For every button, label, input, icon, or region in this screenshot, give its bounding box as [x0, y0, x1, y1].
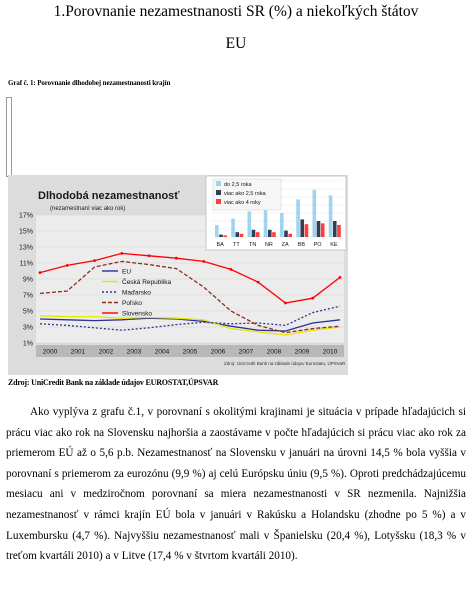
chart-footnote: Zdroj: UniCredit Bank na základe údajov Eurostatu, ÚPSVaR — [224, 361, 346, 366]
inset-bar-chart — [206, 176, 346, 250]
legend-label: EU — [122, 268, 132, 276]
x-tick-label: 2004 — [154, 348, 170, 356]
inset-bar — [240, 234, 244, 237]
legend-label: Maďarsko — [122, 289, 151, 297]
inset-bar — [223, 235, 227, 237]
inset-bar — [256, 232, 260, 237]
inset-bar — [288, 234, 292, 237]
figure-panel — [8, 175, 348, 375]
slovensko-point — [202, 260, 205, 263]
x-tick-label: 2002 — [98, 348, 114, 356]
inset-bar — [337, 225, 341, 237]
y-axis-ticks — [19, 213, 33, 348]
inset-bar — [264, 207, 268, 237]
slovensko-point — [39, 271, 42, 274]
inset-category-label: NR — [264, 242, 273, 248]
inset-legend-swatch — [216, 181, 221, 186]
scroll-marker — [6, 97, 12, 177]
inset-category-label: TT — [233, 242, 240, 248]
inset-bar — [333, 221, 337, 237]
slovensko-point — [230, 268, 233, 271]
inset-bar — [313, 190, 317, 237]
inset-bar — [268, 230, 272, 237]
inset-legend-label: viac ako 2,5 roka — [224, 190, 266, 197]
chart-title: Dlhodobá nezamestnanosť — [38, 190, 180, 202]
legend-label: Poľsko — [122, 300, 142, 307]
inset-bar — [329, 195, 333, 237]
x-tick-label: 2009 — [294, 348, 310, 356]
body-paragraph: Ako vyplýva z grafu č.1, v porovnaní s okolitými krajinami je situácia v prípade hľadajúcich si prácu viac ako rok na Slovensku najhoršia a zaostávame v počte hľadajúcich si prácu viac ako rok za priemerom EÚ až o 5,6 p.b. Nezamestnanosť na Slovensku v januári na úrovni 14,5 % bola vyššia v porovnaní s priemerom za eurozónu (9,9 %) aj celú Európsku úniu (9,5 %). Oproti predchádzajúcemu mesiacu ani v medziročnom porovnaní sa miera nezamestnanosti v SR nezmenila. Najnižšia nezamestnanosť v rámci krajín EÚ bola v januári v Rakúsku a Holandsku (zhodne po 5 %) a v Luxembursku (4,7 %). Najvyššiu nezamestnanosť mali v Španielsku (20,4 %), Lotyšsku (18,3 % v treťom kvartáli 2010) a v Litve (17,4 % v štvrtom kvartáli 2010). — [6, 406, 466, 563]
inset-bar — [272, 232, 276, 237]
x-tick-label: 2006 — [210, 348, 226, 356]
y-tick-label: 3% — [22, 324, 33, 332]
inset-legend-swatch — [216, 199, 221, 204]
x-tick-label: 2000 — [42, 348, 58, 356]
slovensko-point — [93, 259, 96, 262]
x-tick-label: 2003 — [126, 348, 142, 356]
inset-category-label: PO — [313, 242, 322, 248]
inset-bar — [305, 224, 309, 237]
slovensko-point — [120, 252, 123, 255]
y-tick-label: 9% — [22, 276, 33, 284]
slovensko-point — [339, 276, 342, 279]
inset-legend-swatch — [216, 190, 221, 195]
inset-legend — [213, 179, 281, 210]
slovensko-point — [66, 264, 69, 267]
y-tick-label: 17% — [18, 212, 33, 220]
y-tick-label: 15% — [18, 228, 33, 236]
figure-source: Zdroj: UniCredit Bank na základe údajov EUROSTAT,ÚPSVAR — [8, 378, 219, 387]
section-title-line1: 1.Porovnanie nezamestnanosti SR (%) a niekoľkých štátov — [53, 3, 419, 20]
y-tick-label: 13% — [18, 244, 33, 252]
inset-category-label: TN — [248, 242, 257, 248]
section-title-line2: EU — [225, 35, 247, 52]
inset-bar — [317, 221, 321, 237]
inset-legend-label: viac ako 4 roky — [224, 199, 261, 206]
inset-bar — [321, 223, 325, 237]
x-tick-label: 2001 — [70, 348, 86, 356]
inset-category-label: KE — [330, 242, 338, 248]
x-tick-label: 2007 — [238, 348, 254, 356]
x-tick-label: 2008 — [266, 348, 282, 356]
slovensko-point — [311, 297, 314, 300]
inset-legend-label: do 2,5 roka — [224, 181, 252, 188]
figure-caption: Graf č. 1: Porovnanie dlhodobej nezamestnanosti krajín — [8, 79, 171, 87]
inset-bar — [235, 232, 239, 237]
chart-subtitle: (nezamestnaní viac ako rok) — [50, 206, 126, 212]
y-tick-label: 11% — [19, 260, 33, 268]
inset-category-label: BA — [216, 242, 224, 248]
inset-bar — [215, 225, 219, 237]
slovensko-point — [284, 302, 287, 305]
unemployment-chart — [8, 175, 348, 375]
inset-bar — [248, 211, 252, 237]
inset-bar — [280, 213, 284, 237]
inset-bar — [300, 219, 304, 237]
inset-bar — [231, 219, 235, 237]
inset-category-label: ZA — [281, 242, 289, 248]
inset-bar — [296, 199, 300, 237]
inset-category-label: BB — [297, 242, 306, 248]
slovensko-point — [257, 281, 260, 284]
inset-bar — [219, 235, 223, 237]
slovensko-point — [148, 254, 151, 257]
y-tick-label: 1% — [22, 340, 33, 348]
x-tick-label: 2010 — [322, 348, 338, 356]
y-tick-label: 5% — [22, 308, 33, 316]
y-tick-label: 7% — [22, 292, 33, 300]
inset-bar — [284, 231, 288, 237]
legend-label: Česká Republika — [122, 279, 172, 286]
legend-label: Slovensko — [122, 310, 152, 318]
x-tick-label: 2005 — [182, 348, 198, 356]
inset-bar — [252, 230, 256, 237]
slovensko-point — [175, 257, 178, 260]
